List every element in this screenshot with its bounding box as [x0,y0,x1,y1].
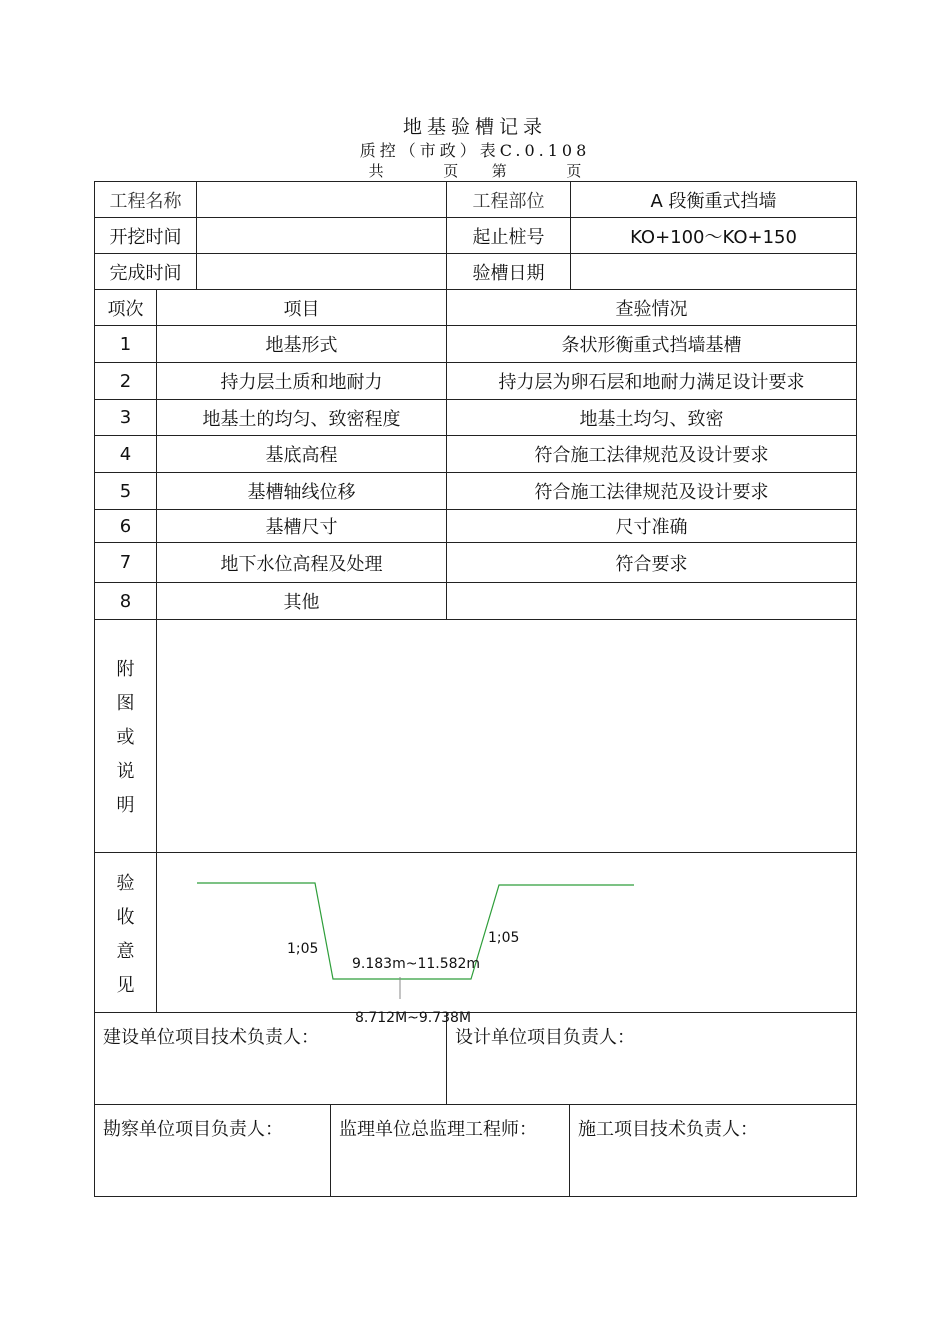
row-no: 7 [95,543,157,583]
station-label: 起止桩号 [447,218,571,254]
project-name-value[interactable] [197,182,447,218]
page-unit-2: 页 [566,162,582,180]
attachment-char: 或 [116,727,135,748]
header-result: 查验情况 [447,290,857,326]
supervision-unit-signature[interactable]: 监理单位总监理工程师： [331,1105,570,1197]
opinion-char: 验 [116,872,135,894]
row-item: 基槽尺寸 [157,510,447,543]
inspect-date-label: 验槽日期 [447,254,571,290]
opinion-char: 收 [116,906,135,928]
row-item: 地下水位高程及处理 [157,543,447,583]
start-time-value[interactable] [197,218,447,254]
row-no: 8 [95,583,157,620]
inspect-date-value[interactable] [571,254,857,290]
table-row [95,326,857,363]
build-unit-signature[interactable]: 建设单位项目技术负责人： [95,1013,447,1105]
form-code: 质控（市政）表C.0.108 [359,141,591,160]
row-no: 1 [95,326,157,363]
row-item: 其他 [157,583,447,620]
row-result[interactable]: 持力层为卵石层和地耐力满足设计要求 [447,363,857,400]
construction-unit-signature[interactable]: 施工项目技术负责人： [570,1105,857,1197]
project-part-label: 工程部位 [447,182,571,218]
page-unit-1: 页 [443,162,459,180]
header-item: 项目 [157,290,447,326]
opinion-area[interactable] [157,853,857,1026]
attachment-char: 附 [116,659,135,680]
row-result[interactable] [447,583,857,620]
row-item: 地基形式 [157,326,447,363]
row-result[interactable]: 符合要求 [447,543,857,583]
opinion-char: 意 [116,940,135,962]
table-row [95,510,857,543]
top-width-label: 9.183m~11.582m [352,956,481,972]
attachment-label [95,620,157,853]
row-no: 3 [95,400,157,436]
row-item: 基底高程 [157,436,447,473]
row-result[interactable]: 符合施工法律规范及设计要求 [447,436,857,473]
attachment-char: 说 [116,761,135,782]
station-value[interactable]: KO+100～KO+150 [571,218,857,254]
row-result[interactable]: 条状形衡重式挡墙基槽 [447,326,857,363]
document-title: 地基验槽记录 [402,116,547,138]
opinion-label [95,853,157,1013]
project-part-value[interactable]: A 段衡重式挡墙 [571,182,857,218]
inspection-form [94,181,857,1105]
page-total-label: 共 [368,162,384,180]
row-no: 4 [95,436,157,473]
finish-time-value[interactable] [197,254,447,290]
table-row [95,363,857,400]
row-no: 2 [95,363,157,400]
trench-sketch [157,853,856,1026]
finish-time-label: 完成时间 [95,254,197,290]
survey-unit-signature[interactable]: 勘察单位项目负责人： [95,1105,331,1197]
row-result[interactable]: 地基土均匀、致密 [447,400,857,436]
table-row [95,473,857,510]
attachment-char: 明 [116,795,135,816]
row-item: 持力层土质和地耐力 [157,363,447,400]
row-result[interactable]: 符合施工法律规范及设计要求 [447,473,857,510]
row-no: 6 [95,510,157,543]
project-name-label: 工程名称 [95,182,197,218]
table-row [95,436,857,473]
header-no: 项次 [95,290,157,326]
slope-right-label: 1;05 [488,930,520,946]
table-row [95,543,857,583]
attachment-area[interactable] [157,620,857,853]
opinion-char: 见 [116,974,135,996]
table-row [95,583,857,620]
start-time-label: 开挖时间 [95,218,197,254]
row-item: 地基土的均匀、致密程度 [157,400,447,436]
attachment-char: 图 [116,693,135,714]
signature-table [94,1104,857,1197]
row-item: 基槽轴线位移 [157,473,447,510]
page-num-label: 第 [491,162,507,180]
design-unit-signature[interactable]: 设计单位项目负责人： [447,1013,857,1105]
page-count-line [0,160,950,181]
row-result[interactable]: 尺寸准确 [447,510,857,543]
row-no: 5 [95,473,157,510]
bottom-width-label: 8.712M~9.738M [355,1010,472,1026]
table-row [95,400,857,436]
slope-left-label: 1;05 [287,941,319,957]
